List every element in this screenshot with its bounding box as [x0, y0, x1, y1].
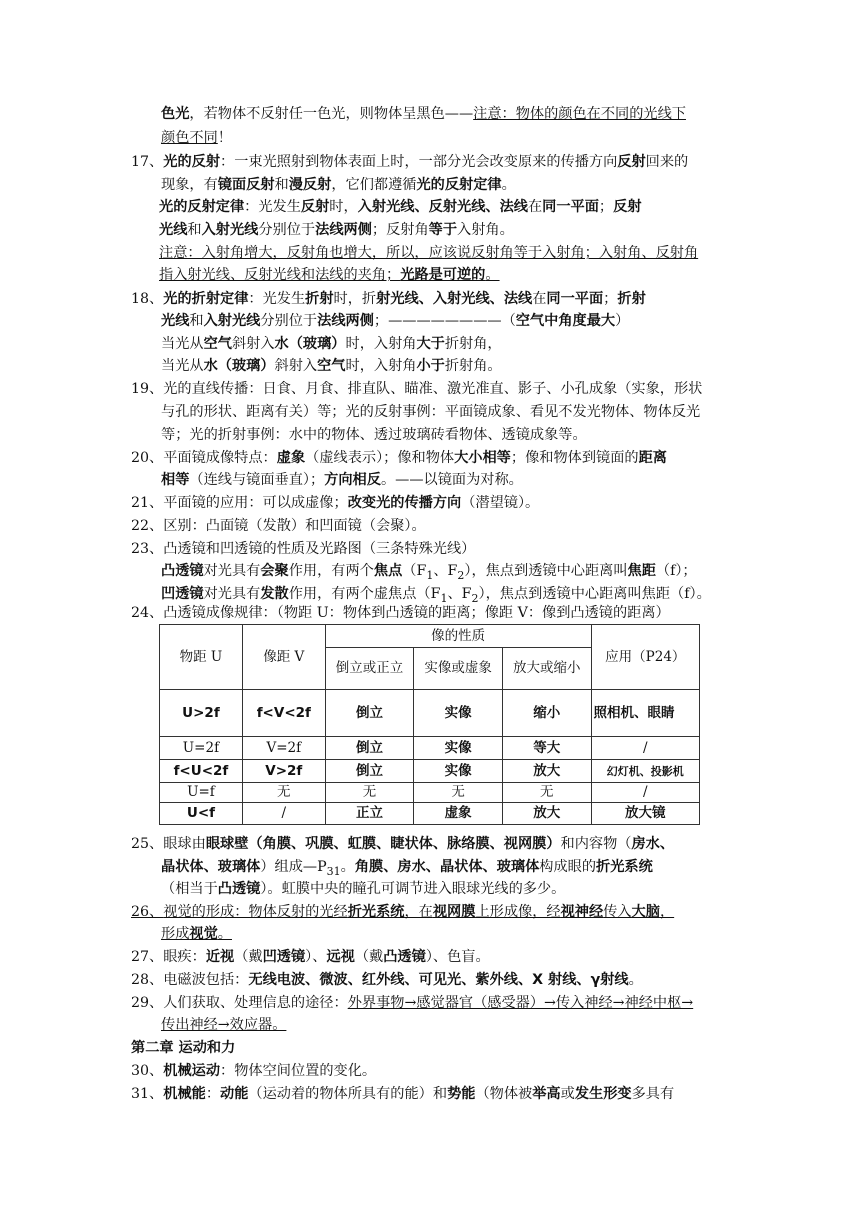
item-24 — [131, 603, 670, 623]
text: 。 — [485, 267, 500, 283]
text: 多具有 — [631, 1086, 675, 1102]
text: （物体被 — [475, 1086, 533, 1102]
cell: U>2f — [160, 690, 243, 737]
cell: 实像 — [414, 690, 503, 737]
item-26-line-2 — [161, 924, 232, 944]
bold-term: 光线 — [159, 222, 188, 238]
item-26-line-1 — [131, 902, 674, 922]
text: 视觉的形成：物体反射的光经 — [163, 904, 348, 920]
text: 时，入射角 — [345, 336, 417, 352]
bold-term: 凹透镜 — [161, 586, 204, 602]
convex-lens-line — [161, 561, 697, 586]
text: （F — [402, 563, 427, 579]
cell: 无 — [502, 783, 591, 803]
bold-term: 举高 — [532, 1086, 561, 1102]
text: 等；光的折射事例：水中的物体、透过玻璃砖看物体、透镜成象等。 — [161, 427, 587, 443]
bold-term: 法线两侧 — [315, 222, 372, 238]
text: （f）； — [655, 563, 697, 579]
text: 26、 — [131, 904, 164, 920]
bold-term: 光的反射 — [163, 154, 221, 170]
bold-term: 同一平面 — [546, 291, 604, 307]
text: ：一束光照射到物体表面上时，一部分光会改变原来的传播方向 — [220, 154, 618, 170]
text: 上形成像，经 — [475, 904, 561, 920]
text: 当光从 — [161, 358, 204, 374]
table-row — [160, 737, 700, 760]
cell: U=2f — [160, 737, 243, 760]
item-number: 18、 — [131, 291, 164, 307]
bold-term: 反射 — [617, 154, 646, 170]
cell: U<f — [160, 803, 243, 825]
subscript: 1 — [426, 568, 434, 582]
item-18-line-2 — [161, 311, 629, 331]
header-size: 放大或缩小 — [502, 648, 591, 690]
bold-term: 空气中角度最大 — [515, 313, 616, 329]
bold-term: 视觉 — [189, 926, 218, 942]
header-image-nature: 像的性质 — [325, 625, 591, 648]
text: 和内容物（ — [560, 836, 632, 852]
text: （戴 — [234, 949, 263, 965]
bold-term: 凸透镜 — [383, 949, 426, 965]
underlined-note: 传出神经→效应器。 — [161, 1017, 287, 1033]
text: ），焦点到透镜中心距离叫 — [464, 563, 628, 579]
bold-term: 色光 — [161, 106, 190, 122]
text: 时，折 — [333, 291, 377, 307]
bold-term: 入射光线、反射光线、法线 — [357, 199, 528, 215]
bold-term: 光的反射定律 — [416, 177, 502, 193]
cell: / — [591, 783, 699, 803]
bold-term: 势能 — [447, 1086, 476, 1102]
bold-term: 大于 — [416, 336, 445, 352]
bold-term: 无线电波、微波、红外线、可见光、紫外线、X 射线、γ射线 — [248, 972, 629, 988]
text: 24、凸透镜成像规律：（物距 U：物体到凸透镜的距离；像距 V：像到凸透镜的距离） — [131, 605, 670, 621]
text: 当光从 — [161, 336, 204, 352]
bold-term: 大小相等 — [454, 450, 511, 466]
item-29-line-1 — [131, 993, 693, 1013]
table-row — [160, 783, 700, 803]
text: ：物体空间位置的变化。 — [220, 1063, 377, 1079]
underlined-note: 外界事物→感觉器官（感受器）→传入神经→神经中枢→ — [347, 995, 694, 1011]
underlined-note: 指入射光线、反射光线和法线的夹角； — [159, 267, 401, 283]
item-28 — [131, 970, 643, 990]
cell: 照相机、眼睛 — [591, 690, 699, 737]
bold-term: 法线两侧 — [317, 313, 374, 329]
text: 。——以镜面为对称。 — [380, 472, 523, 488]
text: 和 — [187, 222, 202, 238]
item-number: 31、 — [131, 1086, 164, 1102]
reflection-law-line-2 — [159, 220, 514, 240]
text: （虚线表示）；像和物体 — [305, 450, 455, 466]
bold-term: 射光线、入射光线、法线 — [376, 291, 533, 307]
text: ； — [598, 199, 614, 215]
text: 时， — [329, 199, 358, 215]
cell: V=2f — [242, 737, 325, 760]
text: 25、眼球由 — [131, 836, 206, 852]
bold-term: 相等 — [161, 472, 190, 488]
item-31 — [131, 1084, 674, 1104]
bold-term: 方向相反 — [324, 472, 381, 488]
item-22 — [131, 516, 426, 536]
item-21 — [131, 493, 539, 513]
table-row — [160, 690, 700, 737]
text: 、F — [447, 586, 472, 602]
text: 23、凸透镜和凹透镜的性质及光路图（三条特殊光线） — [131, 541, 476, 557]
text: 或 — [560, 1086, 575, 1102]
text: 22、区别：凸面镜（发散）和凹面镜（会聚）。 — [131, 518, 426, 534]
bold-term: 发散 — [260, 586, 289, 602]
cell: U=f — [160, 783, 243, 803]
cell: 幻灯机、投影机 — [591, 760, 699, 783]
text: ； — [603, 291, 618, 307]
chapter-title: 第二章 运动和力 — [131, 1040, 236, 1056]
bold-term: 凹透镜 — [262, 949, 306, 965]
item-30 — [131, 1061, 376, 1081]
bold-term: 反射 — [300, 199, 330, 215]
text: 作用，有两个虚焦点（F — [288, 586, 441, 602]
text: 回来的 — [645, 154, 689, 170]
underlined-note: 颜色不同 — [161, 130, 218, 146]
text: 传入 — [603, 904, 632, 920]
text: 与孔的形状、距离有关）等；光的反射事例：平面镜成象、看见不发光物体、物体反光 — [161, 404, 701, 420]
item-18-line-4 — [161, 356, 502, 376]
item-20-line-2 — [161, 470, 523, 490]
bold-term: 漫反射 — [288, 177, 332, 193]
bold-term: 空气 — [317, 358, 346, 374]
bold-term: 光线 — [161, 313, 190, 329]
line-color-light-1 — [161, 104, 686, 124]
text: 对光具有 — [203, 586, 261, 602]
bold-term: 水（玻璃） — [274, 336, 346, 352]
text: 27、眼疾： — [131, 949, 206, 965]
item-20-line-1 — [131, 448, 667, 468]
cell: f<V<2f — [242, 690, 325, 737]
bold-term: 空气 — [203, 336, 232, 352]
subscript: 2 — [457, 568, 465, 582]
text: 现象，有 — [161, 177, 218, 193]
text: 。 — [217, 926, 232, 942]
text: ，若物体不反射任一色光，则物体呈黑色—— — [189, 106, 474, 122]
cell: 正立 — [325, 803, 414, 825]
bold-term: 远视 — [326, 949, 355, 965]
text: ）、色盲。 — [425, 949, 490, 965]
text: 作用，有两个 — [288, 563, 374, 579]
reflection-note-line-1 — [159, 243, 698, 263]
cell: 无 — [414, 783, 503, 803]
bold-term: 光的反射定律 — [159, 199, 245, 215]
text: 。 — [340, 859, 355, 875]
item-17-line-2 — [161, 175, 516, 195]
table-header-row — [160, 625, 700, 648]
text: 斜射入 — [274, 358, 318, 374]
item-19-line-2 — [161, 402, 700, 422]
bold-term: 折射 — [305, 291, 334, 307]
bold-term: 虚象 — [276, 450, 306, 466]
text: 折射角。 — [444, 358, 502, 374]
text: 28、电磁波包括： — [131, 972, 249, 988]
item-18-line-1 — [131, 289, 646, 309]
text: 折射角， — [444, 336, 502, 352]
cell: 实像 — [414, 760, 503, 783]
lens-imaging-table — [159, 624, 700, 825]
text: 和 — [274, 177, 289, 193]
cell: 实像 — [414, 737, 503, 760]
table-row — [160, 803, 700, 825]
item-19-line-3 — [161, 425, 587, 445]
bold-term: 动能 — [220, 1086, 249, 1102]
text: ！ — [217, 130, 232, 146]
item-17-line-1 — [131, 152, 688, 172]
subscript: 1 — [440, 591, 448, 605]
bold-term: 入射光线 — [201, 222, 259, 238]
item-19-line-1 — [131, 379, 702, 399]
cell: 放大镜 — [591, 803, 699, 825]
bold-term: 焦点 — [373, 563, 403, 579]
text: 在 — [532, 291, 547, 307]
bold-term: 折光系统 — [596, 859, 653, 875]
text: （相当于 — [161, 881, 218, 897]
text: ， — [659, 904, 675, 920]
table-row — [160, 760, 700, 783]
bold-term: 晶状体、玻璃体 — [161, 859, 261, 875]
text: 分别位于 — [260, 313, 318, 329]
text: 形成 — [161, 926, 190, 942]
text: 构成眼的 — [539, 859, 597, 875]
item-number: 30、 — [131, 1063, 164, 1079]
bold-term: 光路是可逆的 — [400, 267, 486, 283]
bold-term: 眼球壁（角膜、巩膜、虹膜、睫状体、脉络膜、视网膜） — [205, 836, 561, 852]
cell: 倒立 — [325, 760, 414, 783]
text: 和 — [189, 313, 204, 329]
text: 20、平面镜成像特点： — [131, 450, 277, 466]
underlined-note: 注意：入射角增大，反射角也增大，所以，应该说反射角等于入射角；入射角、反射角 — [159, 245, 699, 261]
text: ）、 — [305, 949, 327, 965]
item-25-line-1 — [131, 834, 674, 854]
cell: 倒立 — [325, 690, 414, 737]
bold-term: 入射光线 — [203, 313, 261, 329]
text: ，它们都遵循 — [331, 177, 417, 193]
bold-term: 反射 — [613, 199, 642, 215]
cell: 放大 — [502, 760, 591, 783]
cell: 无 — [325, 783, 414, 803]
cell: / — [242, 803, 325, 825]
bold-term: 视神经 — [560, 904, 604, 920]
text: 21、平面镜的应用：可以成虚像； — [131, 495, 348, 511]
text: ：光发生 — [244, 199, 301, 215]
cell: 缩小 — [502, 690, 591, 737]
item-18-line-3 — [161, 334, 502, 354]
text: ）组成—P — [260, 859, 327, 875]
item-number: 17、 — [131, 154, 164, 170]
header-application: 应用（P24） — [591, 625, 699, 690]
bold-term: 视网膜 — [432, 904, 476, 920]
text: （运动着的物体所具有的能）和 — [248, 1086, 448, 1102]
bold-term: 凸透镜 — [217, 881, 261, 897]
text: 。 — [628, 972, 643, 988]
item-27 — [131, 947, 490, 967]
text: ） — [615, 313, 630, 329]
chapter-heading — [131, 1038, 235, 1058]
cell: 倒立 — [325, 737, 414, 760]
text: 、F — [433, 563, 458, 579]
bold-term: 折射 — [617, 291, 646, 307]
text: 时，入射角 — [345, 358, 417, 374]
text: 29、人们获取、处理信息的途径： — [131, 995, 348, 1011]
cell: 虚象 — [414, 803, 503, 825]
header-object-distance: 物距 U — [160, 625, 243, 690]
bold-term: 大脑 — [631, 904, 660, 920]
bold-term: 水（玻璃） — [203, 358, 275, 374]
bold-term: 改变光的传播方向 — [347, 495, 462, 511]
item-25-line-3 — [161, 879, 565, 899]
bold-term: 凸透镜 — [161, 563, 204, 579]
header-upright: 倒立或正立 — [325, 648, 414, 690]
subscript: 31 — [326, 864, 341, 878]
bold-term: 角膜、房水、晶状体、玻璃体 — [354, 859, 540, 875]
bold-term: 同一平面 — [542, 199, 599, 215]
text: （戴 — [354, 949, 384, 965]
text: ： — [205, 1086, 221, 1102]
header-image-distance: 像距 V — [242, 625, 325, 690]
bold-term: 机械能 — [163, 1086, 206, 1102]
item-29-line-2 — [161, 1015, 286, 1035]
bold-term: 焦距 — [627, 563, 656, 579]
cell: / — [591, 737, 699, 760]
cell: 等大 — [502, 737, 591, 760]
text: ；————————（ — [373, 313, 516, 329]
text: 分别位于 — [258, 222, 316, 238]
bold-term: 光的折射定律 — [163, 291, 249, 307]
text: 。 — [501, 177, 516, 193]
bold-term: 会聚 — [260, 563, 289, 579]
cell: V>2f — [242, 760, 325, 783]
text: ）。虹膜中央的瞳孔可调节进入眼球光线的多少。 — [260, 881, 566, 897]
text: ，在 — [404, 904, 433, 920]
text: 19、光的直线传播：日食、月食、排直队、瞄准、激光准直、影子、小孔成象（实象，形状 — [131, 381, 703, 397]
text: ；反射角 — [371, 222, 429, 238]
line-color-light-2 — [161, 128, 232, 148]
text: 入射角。 — [457, 222, 514, 238]
cell: 放大 — [502, 803, 591, 825]
item-23 — [131, 539, 475, 559]
cell: 无 — [242, 783, 325, 803]
underlined-note: 注意：物体的颜色在不同的光线下 — [473, 106, 686, 122]
bold-term: 等于 — [428, 222, 458, 238]
text: ；像和物体到镜面的 — [510, 450, 639, 466]
text: ：光发生 — [248, 291, 306, 307]
bold-term: 房水、 — [631, 836, 675, 852]
text: （连线与镜面垂直）； — [189, 472, 325, 488]
text: 对光具有 — [203, 563, 261, 579]
reflection-note-line-2 — [159, 265, 500, 285]
header-real-virtual: 实像或虚象 — [414, 648, 503, 690]
cell: f<U<2f — [160, 760, 243, 783]
bold-term: 折光系统 — [347, 904, 405, 920]
text: （潜望镜）。 — [461, 495, 540, 511]
text: 斜射入 — [231, 336, 275, 352]
text: ），焦点到透镜中心距离叫焦距（f）。 — [478, 586, 711, 602]
bold-term: 发生形变 — [574, 1086, 632, 1102]
bold-term: 距离 — [638, 450, 667, 466]
subscript: 2 — [471, 591, 479, 605]
bold-term: 近视 — [205, 949, 235, 965]
bold-term: 镜面反射 — [217, 177, 275, 193]
bold-term: 机械运动 — [163, 1063, 221, 1079]
reflection-law-line-1 — [159, 197, 642, 217]
bold-term: 小于 — [416, 358, 445, 374]
text: 在 — [527, 199, 543, 215]
